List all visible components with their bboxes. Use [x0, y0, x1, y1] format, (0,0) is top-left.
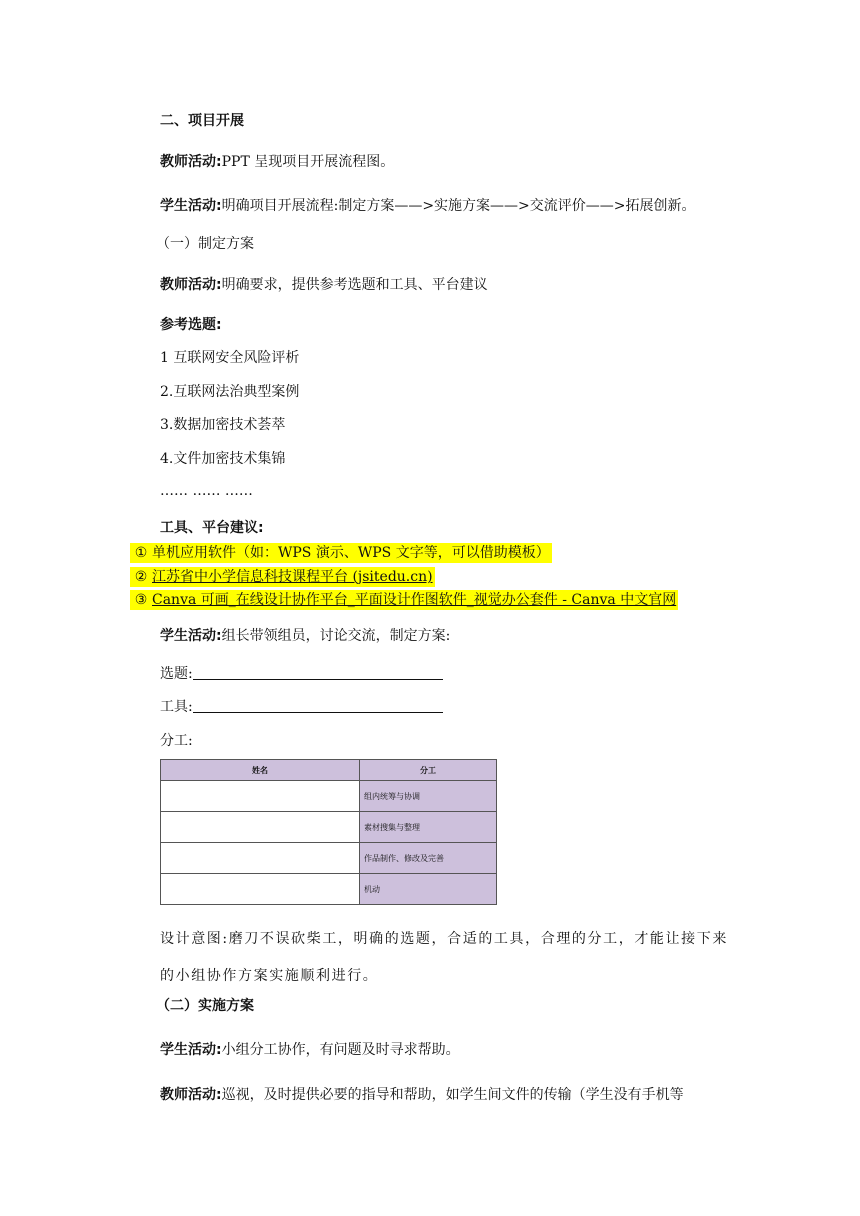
student-activity-label: 学生活动: — [160, 1042, 222, 1058]
role-cell: 作品制作、修改及完善 — [360, 843, 497, 874]
student-activity-label: 学生活动: — [160, 628, 222, 644]
topic-item: 4.文件加密技术集锦 — [160, 451, 286, 467]
teacher-activity-2 — [160, 275, 488, 295]
table-row — [161, 812, 497, 843]
teacher-activity-label: 教师活动: — [160, 1087, 222, 1103]
division-label: 分工: — [160, 733, 193, 749]
name-cell[interactable] — [161, 812, 360, 843]
student-activity-1 — [160, 196, 696, 216]
tool-field — [160, 697, 443, 717]
student-activity-label: 学生活动: — [160, 198, 222, 214]
division-table — [160, 759, 497, 905]
table-header-name: 姓名 — [161, 760, 360, 781]
circle-number: ② — [134, 569, 148, 585]
subsection-2: （二）实施方案 — [156, 998, 254, 1014]
student-activity-text: 明确项目开展流程:制定方案——>实施方案——>交流评价——>拓展创新。 — [221, 198, 696, 214]
table-row — [161, 874, 497, 905]
circle-number: ③ — [134, 592, 148, 608]
teacher-activity-label: 教师活动: — [160, 154, 222, 170]
tool-item-3 — [130, 590, 678, 610]
topic-blank-line[interactable] — [193, 665, 443, 680]
tools-title: 工具、平台建议: — [160, 520, 264, 536]
teacher-activity-text: 巡视，及时提供必要的指导和帮助，如学生间文件的传输（学生没有手机等 — [221, 1087, 684, 1103]
student-activity-3 — [160, 1040, 460, 1060]
tool-item-1 — [130, 543, 552, 563]
teacher-activity-text: PPT 呈现项目开展流程图。 — [221, 154, 395, 170]
name-cell[interactable] — [161, 843, 360, 874]
teacher-activity-1 — [160, 152, 394, 172]
tool-blank-line[interactable] — [193, 698, 443, 713]
teacher-activity-text: 明确要求，提供参考选题和工具、平台建议 — [221, 277, 488, 293]
ellipsis: …… …… …… — [160, 483, 253, 499]
student-activity-text: 组长带领组员，讨论交流，制定方案: — [221, 628, 451, 644]
tool-field-label: 工具: — [160, 699, 193, 715]
topic-item: 2.互联网法治典型案例 — [160, 384, 300, 400]
student-activity-2 — [160, 626, 450, 646]
student-activity-text: 小组分工协作，有问题及时寻求帮助。 — [221, 1042, 460, 1058]
section-title: 二、项目开展 — [160, 113, 244, 129]
tool-text: 单机应用软件（如：WPS 演示、WPS 文字等，可以借助模板） — [152, 545, 550, 561]
tool-link[interactable]: Canva 可画_在线设计协作平台_平面设计作图软件_视觉办公套件 - Canva 中文官网 — [152, 592, 677, 608]
subsection-1: （一）制定方案 — [156, 236, 254, 252]
role-cell: 机动 — [360, 874, 497, 905]
topic-field-label: 选题: — [160, 666, 193, 682]
design-intent: 设计意图:磨刀不误砍柴工，明确的选题，合适的工具，合理的分工，才能让接下来的小组协作方案实施顺利进行。 — [160, 931, 728, 984]
topic-field — [160, 664, 443, 684]
table-row — [161, 843, 497, 874]
teacher-activity-3 — [160, 1085, 684, 1105]
role-cell: 素材搜集与整理 — [360, 812, 497, 843]
name-cell[interactable] — [161, 781, 360, 812]
table-header-role: 分工 — [360, 760, 497, 781]
role-cell: 组内统筹与协调 — [360, 781, 497, 812]
teacher-activity-label: 教师活动: — [160, 277, 222, 293]
tool-link[interactable]: 江苏省中小学信息科技课程平台 (jsitedu.cn) — [152, 569, 433, 585]
tool-item-2 — [130, 567, 435, 587]
table-row — [161, 781, 497, 812]
name-cell[interactable] — [161, 874, 360, 905]
topic-item: 1 互联网安全风险评析 — [160, 350, 300, 366]
circle-number: ① — [134, 545, 148, 561]
topic-item: 3.数据加密技术荟萃 — [160, 417, 286, 433]
topics-title: 参考选题: — [160, 317, 222, 333]
